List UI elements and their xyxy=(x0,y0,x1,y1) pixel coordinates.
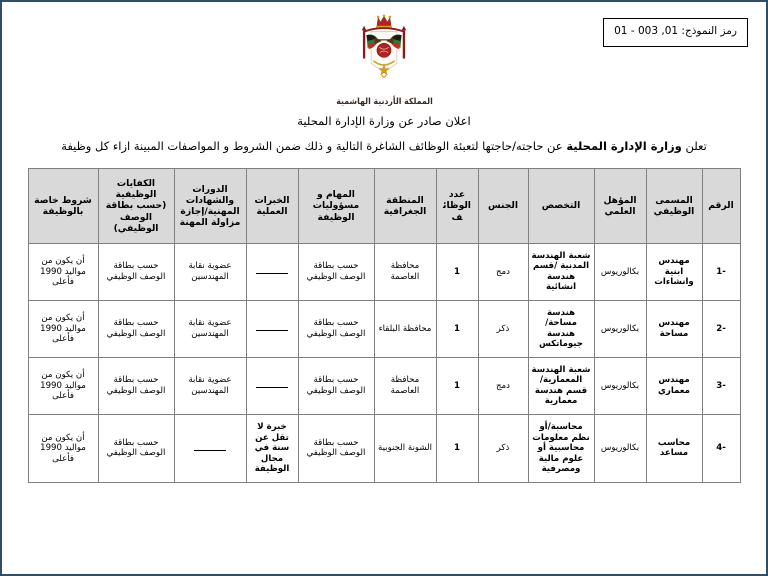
cell-gender: دمج xyxy=(478,357,528,414)
column-header-count: عدد الوظائف xyxy=(436,168,478,243)
cell-specialization: شعبة الهندسة المدنية /قسم هندسة انشائية xyxy=(528,243,594,300)
cell-specialization: محاسبة/أو نظم معلومات محاسبية أو علوم مالية ومصرفية xyxy=(528,414,594,482)
cell-region: محافظة البلقاء xyxy=(374,300,436,357)
empty-dash xyxy=(256,323,288,331)
cell-specialization: شعبة الهندسة المعمارية/ قسم هندسة معمارية xyxy=(528,357,594,414)
table-header-row xyxy=(28,168,740,243)
column-header-duties: المهام و مسؤوليات الوظيفة xyxy=(298,168,374,243)
cell-experience xyxy=(246,300,298,357)
column-header-courses: الدورات والشهادات المهنية/إجازة مزاولة المهنة xyxy=(174,168,246,243)
cell-special-conditions: أن يكون من مواليد 1990 فأعلى xyxy=(28,300,98,357)
column-header-special-conditions: شروط خاصة بالوظيفة xyxy=(28,168,98,243)
column-header-experience: الخبرات العملية xyxy=(246,168,298,243)
cell-region: محافظة العاصمة xyxy=(374,357,436,414)
cell-region: محافظة العاصمة xyxy=(374,243,436,300)
vacancies-table xyxy=(28,168,741,483)
announcement-subtitle xyxy=(20,139,748,154)
column-header-gender: الجنس xyxy=(478,168,528,243)
cell-job-title: محاسب مساعد xyxy=(646,414,702,482)
cell-count: 1 xyxy=(436,414,478,482)
cell-competencies: حسب بطاقة الوصف الوظيفي xyxy=(98,300,174,357)
cell-duties: حسب بطاقة الوصف الوظيفي xyxy=(298,357,374,414)
column-header-competencies: الكفايات الوظيفية (حسب بطاقة الوصف الوظيفي) xyxy=(98,168,174,243)
column-header-degree: المؤهل العلمي xyxy=(594,168,646,243)
cell-idx: -2 xyxy=(702,300,740,357)
cell-experience xyxy=(246,357,298,414)
cell-courses: عضوية نقابة المهندسين xyxy=(174,243,246,300)
cell-experience xyxy=(246,243,298,300)
cell-degree: بكالوريوس xyxy=(594,243,646,300)
cell-duties: حسب بطاقة الوصف الوظيفي xyxy=(298,300,374,357)
cell-job-title: مهندس معماري xyxy=(646,357,702,414)
table-row xyxy=(28,357,740,414)
column-header-job-title: المسمى الوظيفي xyxy=(646,168,702,243)
cell-courses: عضوية نقابة المهندسين xyxy=(174,357,246,414)
cell-duties: حسب بطاقة الوصف الوظيفي xyxy=(298,243,374,300)
cell-region: الشونة الجنوبية xyxy=(374,414,436,482)
subtitle-suffix: عن حاجته/حاجتها لتعبئة الوظائف الشاغرة التالية و ذلك ضمن الشروط و المواصفات المبينة ازاء كل وظيفة xyxy=(61,139,567,153)
empty-dash xyxy=(256,380,288,388)
cell-gender: ذكر xyxy=(478,414,528,482)
emblem-block xyxy=(20,14,748,107)
cell-gender: ذكر xyxy=(478,300,528,357)
cell-job-title: مهندس مساحة xyxy=(646,300,702,357)
cell-competencies: حسب بطاقة الوصف الوظيفي xyxy=(98,414,174,482)
cell-special-conditions: أن يكون من مواليد 1990 فأعلى xyxy=(28,357,98,414)
table-row xyxy=(28,243,740,300)
column-header-idx: الرقم xyxy=(702,168,740,243)
cell-idx: -4 xyxy=(702,414,740,482)
column-header-region: المنطقة الجغرافية xyxy=(374,168,436,243)
kingdom-name-label: المملكة الأردنية الهاشمية xyxy=(335,97,433,107)
cell-courses xyxy=(174,414,246,482)
cell-duties: حسب بطاقة الوصف الوظيفي xyxy=(298,414,374,482)
cell-count: 1 xyxy=(436,357,478,414)
cell-specialization: هندسة مساحة/ هندسة جيوماتكس xyxy=(528,300,594,357)
cell-job-title: مهندس ابنية وانشاءات xyxy=(646,243,702,300)
cell-competencies: حسب بطاقة الوصف الوظيفي xyxy=(98,243,174,300)
cell-idx: -3 xyxy=(702,357,740,414)
document-header xyxy=(20,12,748,107)
subtitle-prefix: تعلن xyxy=(681,139,707,153)
cell-special-conditions: أن يكون من مواليد 1990 فأعلى xyxy=(28,414,98,482)
cell-experience: خبرة لا تقل عن سنة في مجال الوظيفة xyxy=(246,414,298,482)
cell-competencies: حسب بطاقة الوصف الوظيفي xyxy=(98,357,174,414)
empty-dash xyxy=(194,443,226,451)
cell-gender: دمج xyxy=(478,243,528,300)
cell-degree: بكالوريوس xyxy=(594,414,646,482)
cell-degree: بكالوريوس xyxy=(594,357,646,414)
announcement-title: اعلان صادر عن وزارة الإدارة المحلية xyxy=(297,114,471,128)
table-row xyxy=(28,300,740,357)
column-header-specialization: التخصص xyxy=(528,168,594,243)
ministry-name: وزارة الإدارة المحلية xyxy=(566,139,682,153)
empty-dash xyxy=(256,266,288,274)
cell-count: 1 xyxy=(436,243,478,300)
cell-count: 1 xyxy=(436,300,478,357)
form-code-box: رمز النموذج: 01, 003 - 01 xyxy=(603,18,748,47)
cell-special-conditions: أن يكون من مواليد 1990 فأعلى xyxy=(28,243,98,300)
table-row xyxy=(28,414,740,482)
cell-degree: بكالوريوس xyxy=(594,300,646,357)
cell-idx: -1 xyxy=(702,243,740,300)
cell-courses: عضوية نقابة المهندسين xyxy=(174,300,246,357)
jordan-coat-of-arms-icon xyxy=(348,14,420,96)
